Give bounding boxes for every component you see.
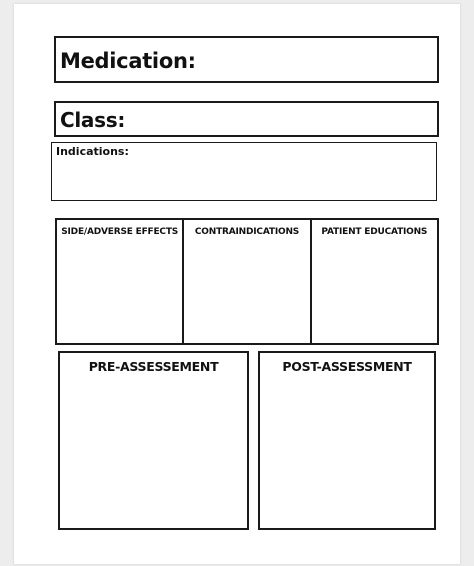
contraindications-cell[interactable] [184, 220, 311, 343]
indications-field[interactable] [51, 142, 437, 201]
side-effects-label: SIDE/ADVERSE EFFECTS [61, 227, 179, 237]
side-effects-cell[interactable] [57, 220, 184, 343]
medication-field[interactable] [54, 36, 439, 83]
pre-assessment-box[interactable] [58, 351, 249, 530]
worksheet-page [14, 4, 460, 564]
post-assessment-label: POST-ASSESSMENT [282, 359, 412, 374]
pre-assessment-label: PRE-ASSESSEMENT [88, 359, 219, 374]
effects-table [55, 218, 439, 345]
contraindications-label: CONTRAINDICATIONS [194, 227, 300, 237]
medication-label: Medication: [60, 49, 196, 73]
indications-label: Indications: [56, 145, 129, 158]
patient-educations-label: PATIENT EDUCATIONS [321, 227, 428, 237]
class-label: Class: [60, 108, 126, 132]
post-assessment-box[interactable] [258, 351, 436, 530]
class-field[interactable] [54, 101, 439, 137]
patient-educations-cell[interactable] [312, 220, 437, 343]
